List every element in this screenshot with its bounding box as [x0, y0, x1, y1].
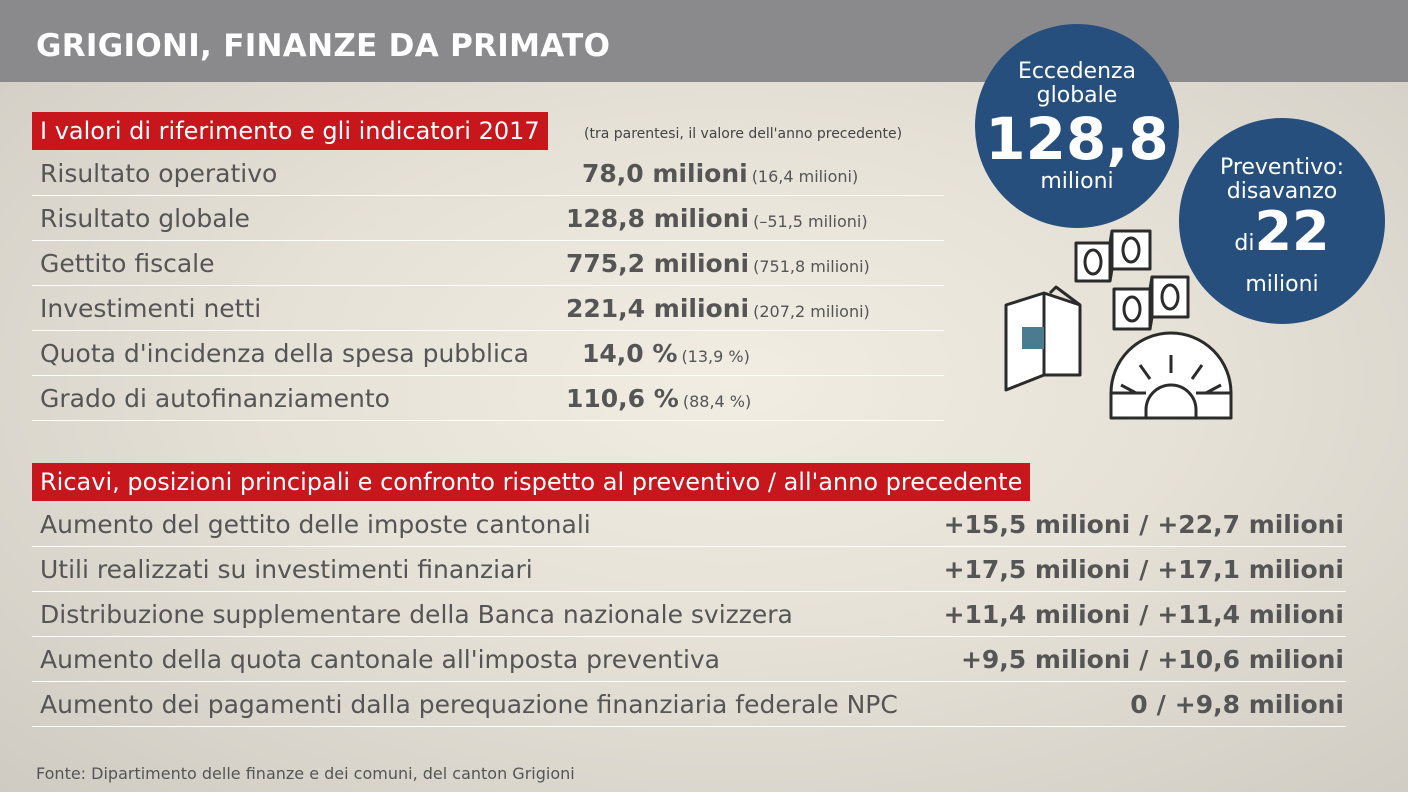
- revenue-budget-diff: +15,5 milioni: [943, 510, 1131, 539]
- revenue-row: [32, 548, 1346, 592]
- indicator-label: Risultato globale: [40, 204, 250, 233]
- surplus-unit: milioni: [1040, 169, 1114, 194]
- revenue-budget-diff: +9,5 milioni: [960, 645, 1131, 674]
- gauge-icon: [1111, 333, 1231, 418]
- indicator-label: Risultato operativo: [40, 159, 278, 188]
- indicator-value-group: [566, 287, 870, 331]
- indicator-previous: (–51,5 milioni): [753, 212, 868, 231]
- revenue-separator: /: [1156, 690, 1166, 719]
- surplus-circle: [975, 24, 1179, 228]
- indicator-row: [32, 242, 944, 286]
- revenue-label: Aumento del gettito delle imposte cantonali: [40, 510, 591, 539]
- indicator-row: [32, 377, 944, 421]
- revenue-values: [1130, 683, 1344, 727]
- indicator-label: Gettito fiscale: [40, 249, 215, 278]
- revenue-prev-diff: +9,8 milioni: [1174, 690, 1344, 719]
- indicator-previous: (16,4 milioni): [751, 167, 859, 186]
- revenue-separator: /: [1139, 600, 1149, 629]
- header-bar: [0, 0, 1408, 82]
- indicator-row: [32, 197, 944, 241]
- indicator-previous: (13,9 %): [681, 347, 750, 366]
- revenue-prev-diff: +17,1 milioni: [1157, 555, 1344, 584]
- revenue-label: Aumento dei pagamenti dalla perequazione finanziaria federale NPC: [40, 690, 898, 719]
- revenue-prev-diff: +11,4 milioni: [1157, 600, 1344, 629]
- revenue-budget-diff: 0: [1130, 690, 1148, 719]
- indicator-label: Grado di autofinanziamento: [40, 384, 390, 413]
- indicator-value: 221,4 milioni: [566, 294, 750, 323]
- revenue-row: [32, 638, 1346, 682]
- indicator-previous: (207,2 milioni): [753, 302, 870, 321]
- revenue-row: [32, 503, 1346, 547]
- surplus-line1: Eccedenza: [1017, 59, 1137, 84]
- revenue-row: [32, 683, 1346, 727]
- revenue-separator: /: [1139, 510, 1149, 539]
- revenue-label: Aumento della quota cantonale all'imposta preventiva: [40, 645, 721, 674]
- indicator-previous: (751,8 milioni): [753, 257, 870, 276]
- section1-label: I valori di riferimento e gli indicatori 2017: [32, 112, 548, 150]
- indicator-value: 110,6 %: [566, 384, 679, 413]
- budget-line2: disavanzo: [1226, 179, 1338, 204]
- revenue-prev-diff: +22,7 milioni: [1157, 510, 1344, 539]
- revenue-values: [961, 638, 1344, 682]
- revenue-label: Distribuzione supplementare della Banca nazionale svizzera: [40, 600, 793, 629]
- revenue-prev-diff: +10,6 milioni: [1157, 645, 1344, 674]
- revenue-separator: /: [1139, 555, 1149, 584]
- revenue-budget-diff: +11,4 milioni: [943, 600, 1131, 629]
- page-title: GRIGIONI, FINANZE DA PRIMATO: [36, 28, 611, 64]
- section1-note: (tra parentesi, il valore dell'anno precedente): [584, 126, 903, 142]
- indicator-row: [32, 152, 944, 196]
- indicator-previous: (88,4 %): [682, 392, 752, 411]
- budget-prefix: di: [1234, 231, 1255, 256]
- indicator-value-group: [566, 197, 868, 241]
- indicator-value: 78,0 milioni: [582, 159, 748, 188]
- budget-line1: Preventivo:: [1219, 155, 1345, 180]
- indicator-value: 128,8 milioni: [566, 204, 750, 233]
- indicator-value-group: [582, 332, 750, 376]
- revenue-values: [944, 593, 1344, 637]
- indicator-row: [32, 332, 944, 376]
- banknote-icon: [1076, 231, 1150, 281]
- revenue-values: [944, 503, 1344, 547]
- revenue-row: [32, 593, 1346, 637]
- indicator-label: Investimenti netti: [40, 294, 262, 323]
- budget-value: 22: [1254, 200, 1330, 263]
- surplus-line2: globale: [1036, 83, 1118, 108]
- finance-illustration: [1000, 225, 1240, 425]
- banknote-icon-2: [1114, 277, 1188, 329]
- revenue-values: [944, 548, 1344, 592]
- revenue-budget-diff: +17,5 milioni: [943, 555, 1131, 584]
- indicator-label: Quota d'incidenza della spesa pubblica: [40, 339, 529, 368]
- revenue-label: Utili realizzati su investimenti finanziari: [40, 555, 533, 584]
- budget-unit: milioni: [1245, 272, 1319, 297]
- indicator-value: 775,2 milioni: [566, 249, 750, 278]
- source-note: Fonte: Dipartimento delle finanze e dei comuni, del canton Grigioni: [36, 764, 575, 783]
- indicator-value-group: [566, 377, 751, 421]
- indicator-row: [32, 287, 944, 331]
- section2-label: Ricavi, posizioni principali e confronto rispetto al preventivo / all'anno precedente: [32, 463, 1030, 501]
- surplus-value: 128,8: [985, 105, 1169, 173]
- indicator-value: 14,0 %: [582, 339, 678, 368]
- document-icon: [1006, 287, 1080, 390]
- revenue-separator: /: [1139, 645, 1149, 674]
- indicator-value-group: [566, 242, 870, 286]
- indicator-value-group: [582, 152, 858, 196]
